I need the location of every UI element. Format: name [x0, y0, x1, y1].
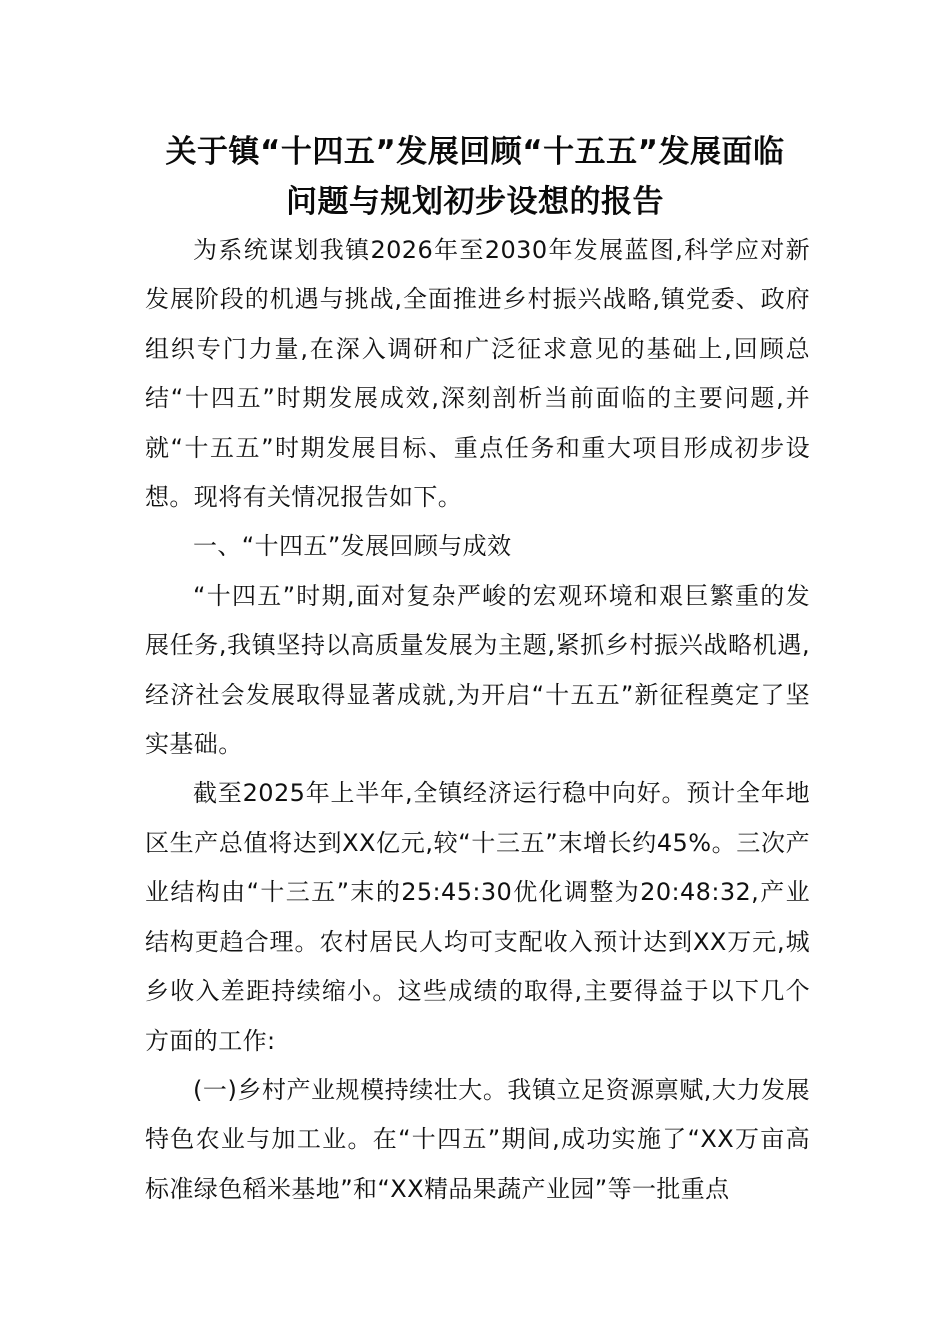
document-title-line-1: 关于镇“十四五”发展回顾“十五五”发展面临 — [165, 134, 785, 170]
intro-paragraph: 为系统谋划我镇2026年至2030年发展蓝图,科学应对新发展阶段的机遇与挑战,全面推进乡村振兴战略,镇党委、政府组织专门力量,在深入调研和广泛征求意见的基础上,回顾总结“十四五”时期发展成效,深刻剖析当前面临的主要问题,并就“十五五”时期发展目标、重点任务和重大项目形成初步设想。现将有关情况报告如下。 — [145, 236, 810, 512]
industry-paragraph: (一)乡村产业规模持续壮大。我镇立足资源禀赋,大力发展特色农业与加工业。在“十四五”期间,成功实施了“XX万亩高标准绿色稻米基地”和“XX精品果蔬产业园”等一批重点 — [145, 1075, 810, 1203]
economy-paragraph: 截至2025年上半年,全镇经济运行稳中向好。预计全年地区生产总值将达到XX亿元,较“十三五”末增长约45%。三次产业结构由“十三五”末的25:45:30优化调整为20:48:32,产业结构更趋合理。农村居民人均可支配收入预计达到XX万元,城乡收入差距持续缩小。这些成绩的取得,主要得益于以下几个方面的工作: — [145, 779, 810, 1055]
review-paragraph: “十四五”时期,面对复杂严峻的宏观环境和艰巨繁重的发展任务,我镇坚持以高质量发展为主题,紧抓乡村振兴战略机遇,经济社会发展取得显著成就,为开启“十五五”新征程奠定了坚实基础。 — [145, 581, 810, 759]
section-heading-1: 一、“十四五”发展回顾与成效 — [193, 532, 512, 561]
document-title-line-2: 问题与规划初步设想的报告 — [286, 184, 664, 220]
document-body — [145, 226, 810, 1214]
